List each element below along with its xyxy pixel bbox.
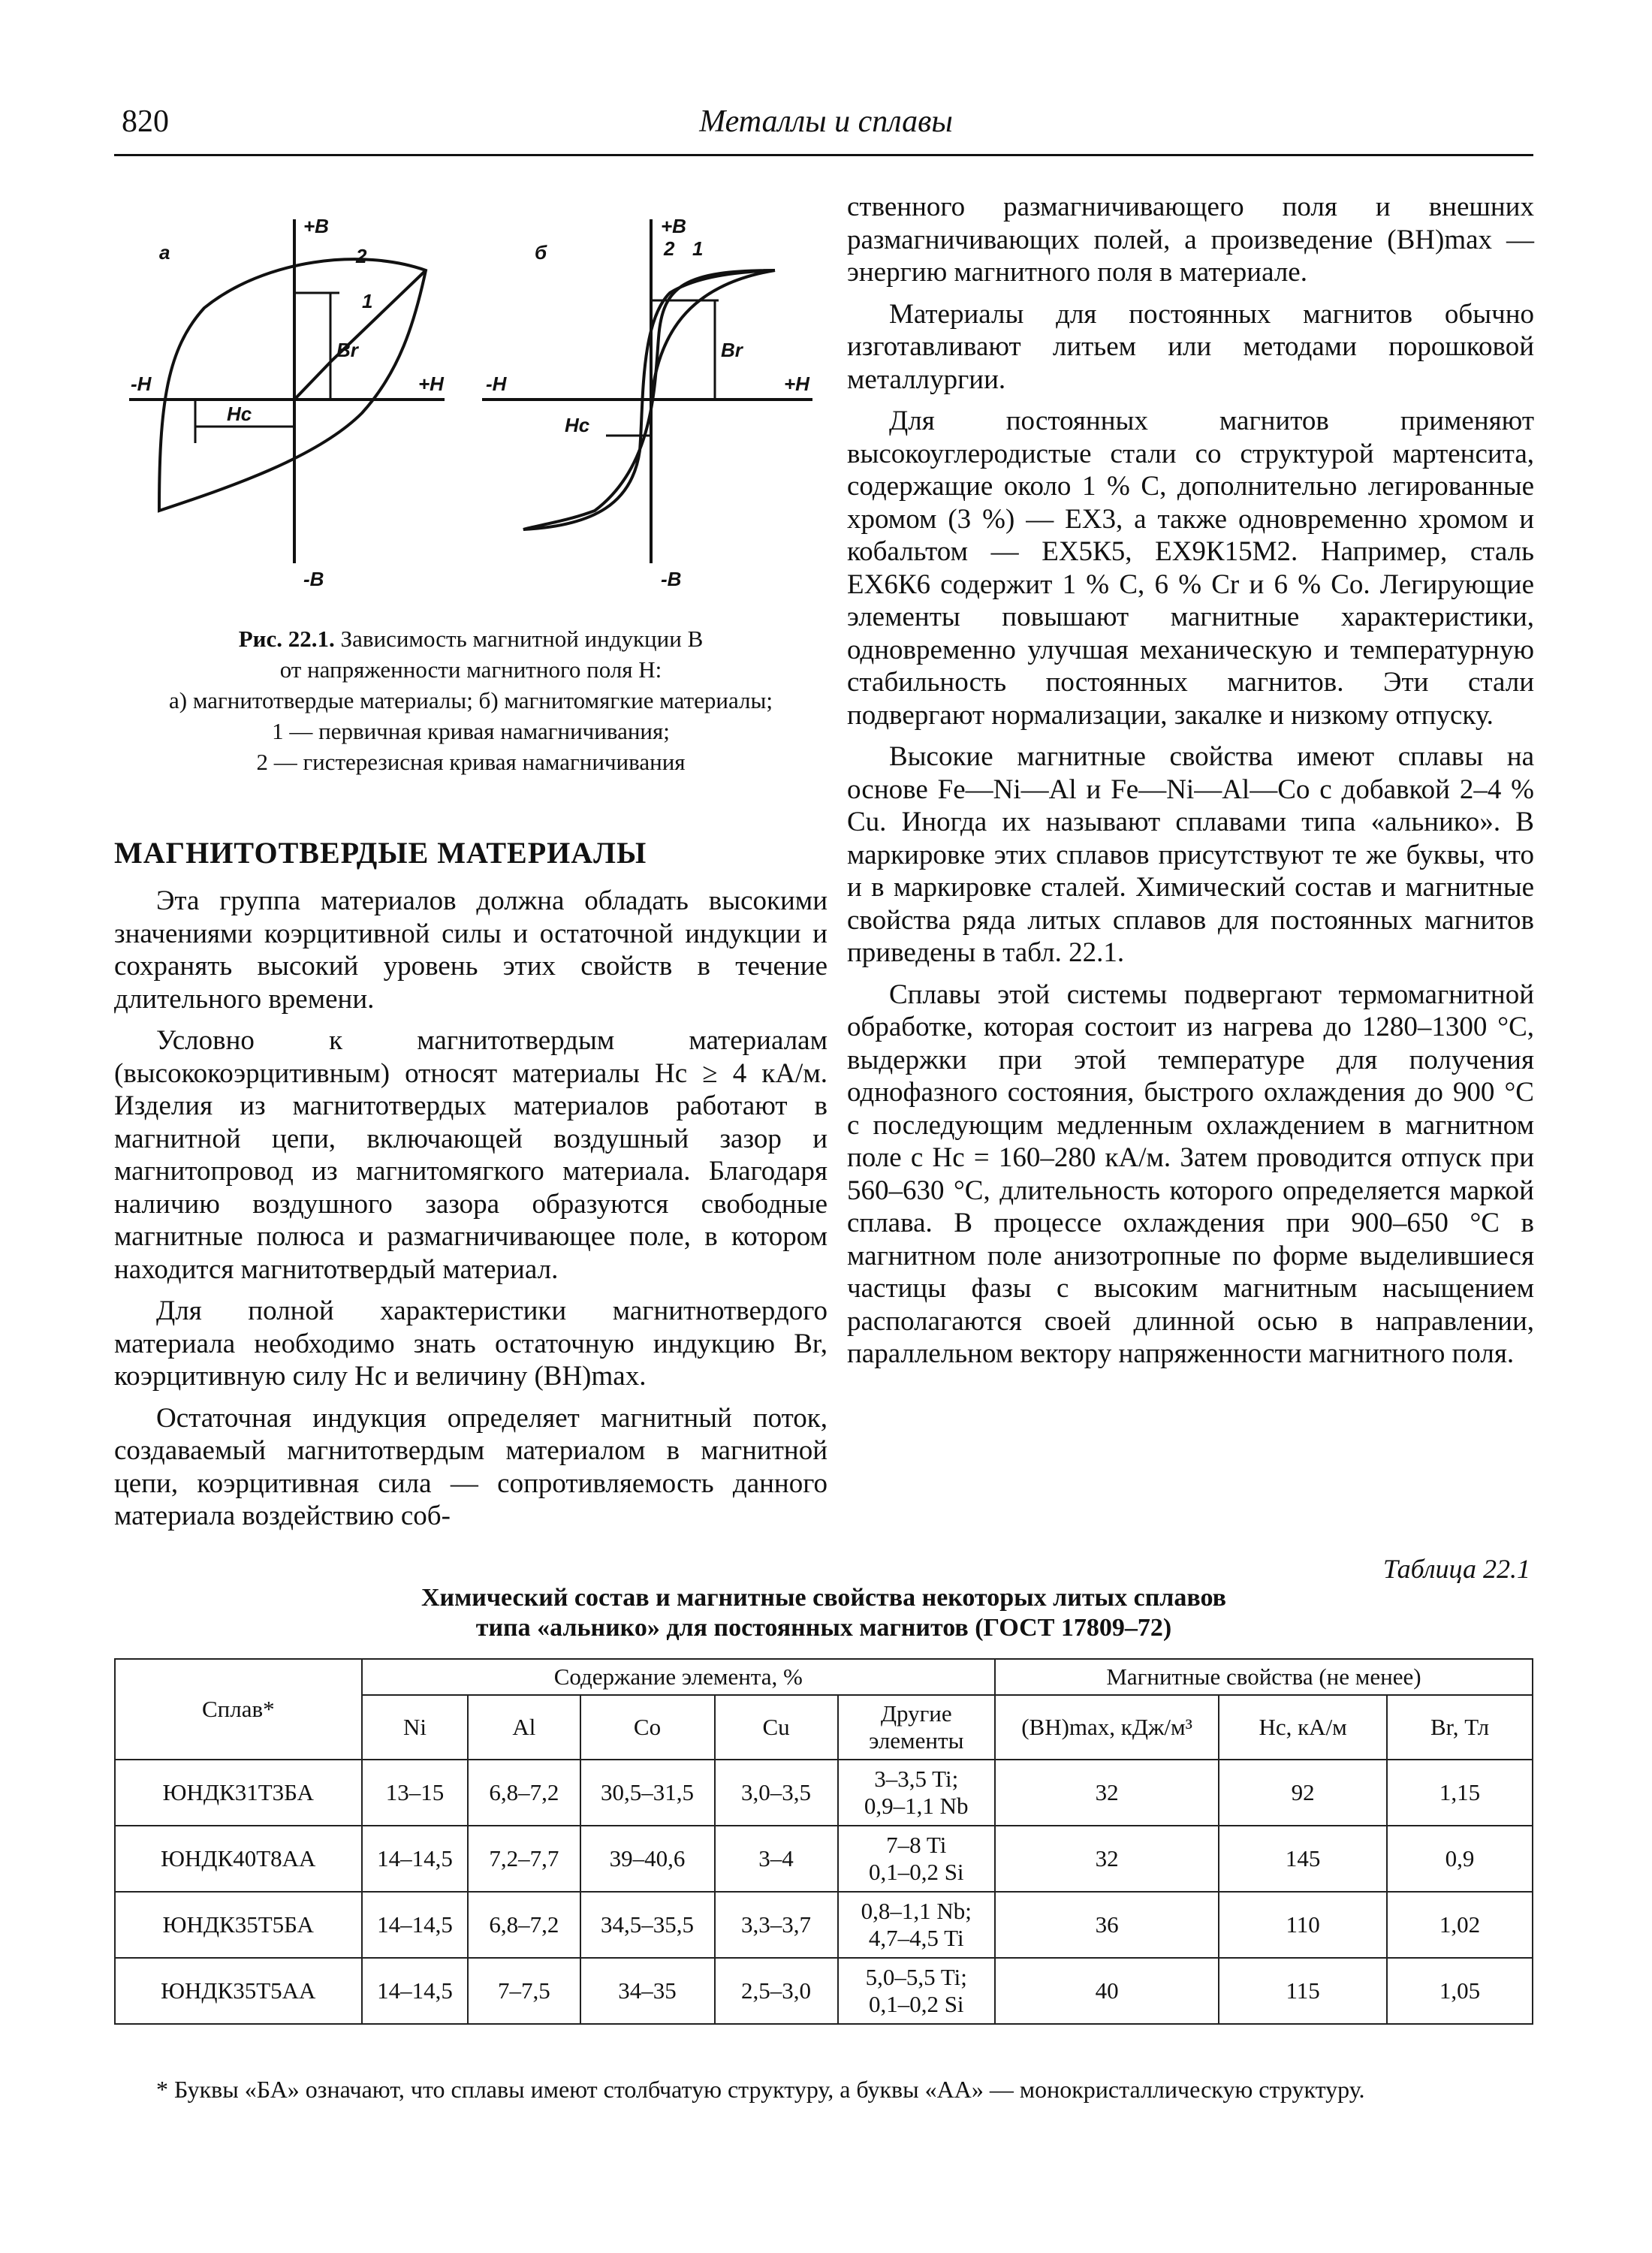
section-heading: МАГНИТОТВЕРДЫЕ МАТЕРИАЛЫ: [114, 836, 647, 870]
cell-bh: 40: [995, 1958, 1219, 2024]
cell-ni: 13–15: [362, 1760, 469, 1826]
caption-line-1-text: Зависимость магнитной индукции B: [340, 626, 704, 652]
caption-title: Рис. 22.1.: [238, 626, 335, 652]
panel-b-plus-b: +B: [661, 215, 686, 237]
panel-b-br-label: Br: [721, 339, 743, 361]
panel-a-curve-2: 2: [356, 245, 367, 267]
table-label: Таблица 22.1: [1382, 1554, 1530, 1584]
panel-a-label: а: [159, 241, 170, 264]
left-paragraph-4: Остаточная индукция определяет магнитный поток, создаваемый магнитотвердым материалом в магнитной цепи, коэрцитивная сила — сопротивляемость данного материала воздействию соб-: [114, 1402, 828, 1531]
table-title-line-2: типа «альнико» для постоянных магнитов (ГОСТ 17809–72): [475, 1614, 1172, 1642]
table-row: [115, 1958, 1533, 2024]
panel-a-minus-h: -H: [131, 372, 152, 395]
left-paragraph-3: Для полной характеристики магнитнотвердого материала необходимо знать остаточную индукцию Br, коэрцитивную силу Hc и величину (BH)max.: [114, 1295, 828, 1392]
right-column: [847, 191, 1534, 1380]
cell-co: 30,5–31,5: [580, 1760, 715, 1826]
panel-a-curve-1: 1: [362, 290, 373, 312]
table-footnote: * Буквы «БА» означают, что сплавы имеют столбчатую структуру, а буквы «АА» — монокристаллическую структуру.: [156, 2076, 1365, 2103]
figure-hysteresis: [114, 188, 828, 608]
panel-b-label: б: [535, 241, 547, 264]
caption-line-5: 2 — гистерезисная кривая намагничивания: [256, 749, 686, 775]
cell-other-line-2: 0,1–0,2 Si: [868, 1859, 964, 1885]
page-number: 820: [122, 104, 169, 139]
header-co: Co: [580, 1695, 715, 1760]
table-row: [115, 1760, 1533, 1826]
panel-b-minus-h: -H: [486, 372, 507, 395]
header-ni: Ni: [362, 1695, 469, 1760]
cell-br: 1,05: [1387, 1958, 1533, 2024]
cell-hc: 110: [1219, 1892, 1387, 1958]
cell-co: 34–35: [580, 1958, 715, 2024]
panel-b-plus-h: +H: [784, 372, 809, 395]
hysteresis-diagram: [114, 188, 828, 608]
cell-other: [838, 1826, 995, 1892]
cell-co: 34,5–35,5: [580, 1892, 715, 1958]
caption-line-1: [114, 623, 828, 654]
figure-caption: [114, 623, 828, 777]
cell-other-line-2: 0,1–0,2 Si: [868, 1991, 964, 2017]
panel-a-plus-b: +B: [303, 215, 329, 237]
panel-a-br-label: Br: [336, 339, 358, 361]
table-row: [115, 1892, 1533, 1958]
right-paragraph-0: ственного размагничивающего поля и внешних размагничивающих полей, а произведение (BH)max — энергию магнитного поля в материале.: [847, 192, 1534, 288]
cell-bh: 36: [995, 1892, 1219, 1958]
cell-other-line-1: 0,8–1,1 Nb;: [861, 1898, 972, 1924]
cell-hc: 145: [1219, 1826, 1387, 1892]
left-paragraph-1: Эта группа материалов должна обладать высокими значениями коэрцитивной силы и остаточной индукции и сохранять высокий уровень этих свойств в течение длительного времени.: [114, 885, 828, 1015]
cell-other: [838, 1892, 995, 1958]
table-title: [114, 1583, 1533, 1643]
left-paragraph-2: Условно к магнитотвердым материалам (высококоэрцитивным) относят материалы Hc ≥ 4 кА/м. Изделия из магнитотвердых материалов работают в магнитной цепи, включающей воздушный зазор и магнитопровод из магнитомягкого материала. Благодаря наличию воздушного зазора образуются свободные магнитные полюса и размагничивающее поле, в котором находится магнитотвердый материал.: [114, 1025, 828, 1285]
panel-b-curve-2: 2: [664, 237, 675, 260]
cell-al: 7,2–7,7: [468, 1826, 580, 1892]
header-magnetic: Магнитные свойства (не менее): [995, 1659, 1533, 1695]
cell-cu: 3–4: [715, 1826, 838, 1892]
cell-cu: 2,5–3,0: [715, 1958, 838, 2024]
cell-al: 7–7,5: [468, 1958, 580, 2024]
cell-other-line-1: 7–8 Ti: [886, 1832, 947, 1858]
header-rule: [114, 154, 1533, 156]
header-br: Br, Тл: [1387, 1695, 1533, 1760]
cell-cu: 3,3–3,7: [715, 1892, 838, 1958]
panel-a-plus-h: +H: [418, 372, 444, 395]
header-alloy: Сплав*: [115, 1659, 362, 1760]
cell-other: [838, 1958, 995, 2024]
cell-other-line-1: 3–3,5 Ti;: [874, 1766, 959, 1792]
right-paragraph-1: Материалы для постоянных магнитов обычно изготавливают литьем или методами порошковой металлургии.: [847, 298, 1534, 395]
cell-co: 39–40,6: [580, 1826, 715, 1892]
cell-alloy: ЮНДК40Т8АА: [115, 1826, 362, 1892]
cell-other-line-2: 4,7–4,5 Ti: [868, 1925, 964, 1951]
cell-hc: 92: [1219, 1760, 1387, 1826]
header-other: Другие элементы: [838, 1695, 995, 1760]
cell-cu: 3,0–3,5: [715, 1760, 838, 1826]
table-title-line-1: Химический состав и магнитные свойства некоторых литых сплавов: [421, 1584, 1226, 1612]
cell-ni: 14–14,5: [362, 1892, 469, 1958]
right-paragraph-2: Для постоянных магнитов применяют высокоуглеродистые стали со структурой мартенсита, содержащие около 1 % С, дополнительно легированные хромом (3 %) — ЕХ3, а также одновременно хромом и кобальтом — ЕХ5К5, ЕХ9К15М2. Например, сталь ЕХ6К6 содержит 1 % С, 6 % Cr и 6 % Co. Легирующие элементы повышают магнитные характеристики, одновременно улучшая механическую и температурную стабильность постоянных магнитов. Эти стали подвергают нормализации, закалке и низкому отпуску.: [847, 406, 1534, 731]
cell-alloy: ЮНДК35Т5БА: [115, 1892, 362, 1958]
caption-line-2: от напряженности магнитного поля H:: [279, 656, 662, 683]
header-content: Содержание элемента, %: [362, 1659, 995, 1695]
right-paragraph-3: Высокие магнитные свойства имеют сплавы на основе Fe—Ni—Al и Fe—Ni—Al—Co с добавкой 2–4 % Cu. Иногда их называют сплавами типа «альнико». В маркировке этих сплавов присутствуют те же буквы, что и в маркировке сталей. Химический состав и магнитные свойства ряда литых сплавов для постоянных магнитов приведены в табл. 22.1.: [847, 741, 1534, 968]
cell-other-line-1: 5,0–5,5 Ti;: [865, 1964, 967, 1990]
cell-alloy: ЮНДК35Т5АА: [115, 1958, 362, 2024]
running-title: Металлы и сплавы: [699, 104, 953, 139]
panel-b-minus-b: -B: [661, 568, 682, 590]
cell-br: 0,9: [1387, 1826, 1533, 1892]
header-bh: (BH)max, кДж/м³: [995, 1695, 1219, 1760]
header-hc: Hc, кА/м: [1219, 1695, 1387, 1760]
table-row: [115, 1826, 1533, 1892]
panel-a-hc-label: Hc: [227, 403, 252, 425]
table-header-row-1: [115, 1659, 1533, 1695]
right-paragraph-4: Сплавы этой системы подвергают термомагнитной обработке, которая состоит из нагрева до 1280–1300 °С, выдержки при этой температуре для получения однофазного состояния, быстрого охлаждения до 900 °С с последующим медленным охлаждением в магнитном поле с Hc = 160–280 кА/м. Затем проводится отпуск при 560–630 °С, длительность которого определяется маркой сплава. В процессе охлаждения при 900–650 °С в магнитном поле анизотропные по форме выделившиеся частицы фазы с высоким магнитным насыщением располагаются своей длинной осью в направлении, параллельном вектору напряженности магнитного поля.: [847, 979, 1534, 1369]
panel-a-minus-b: -B: [303, 568, 324, 590]
cell-other-line-2: 0,9–1,1 Nb: [864, 1793, 969, 1819]
panel-a-hysteresis-loop: [159, 259, 426, 511]
cell-alloy: ЮНДК31Т3БА: [115, 1760, 362, 1826]
cell-br: 1,02: [1387, 1892, 1533, 1958]
caption-line-4: 1 — первичная кривая намагничивания;: [272, 718, 670, 744]
cell-ni: 14–14,5: [362, 1958, 469, 2024]
cell-bh: 32: [995, 1760, 1219, 1826]
cell-bh: 32: [995, 1826, 1219, 1892]
cell-hc: 115: [1219, 1958, 1387, 2024]
alloys-table: [114, 1658, 1533, 2025]
caption-line-3: а) магнитотвердые материалы; б) магнитомягкие материалы;: [169, 687, 773, 713]
header-cu: Cu: [715, 1695, 838, 1760]
panel-b-hc-label: Hc: [565, 414, 590, 436]
left-column: [114, 885, 828, 1542]
cell-br: 1,15: [1387, 1760, 1533, 1826]
header-al: Al: [468, 1695, 580, 1760]
cell-other: [838, 1760, 995, 1826]
panel-b-initial-curve: [651, 270, 775, 400]
panel-a-initial-curve: [294, 270, 426, 400]
cell-al: 6,8–7,2: [468, 1892, 580, 1958]
panel-b-curve-1: 1: [692, 237, 704, 260]
cell-al: 6,8–7,2: [468, 1760, 580, 1826]
cell-ni: 14–14,5: [362, 1826, 469, 1892]
